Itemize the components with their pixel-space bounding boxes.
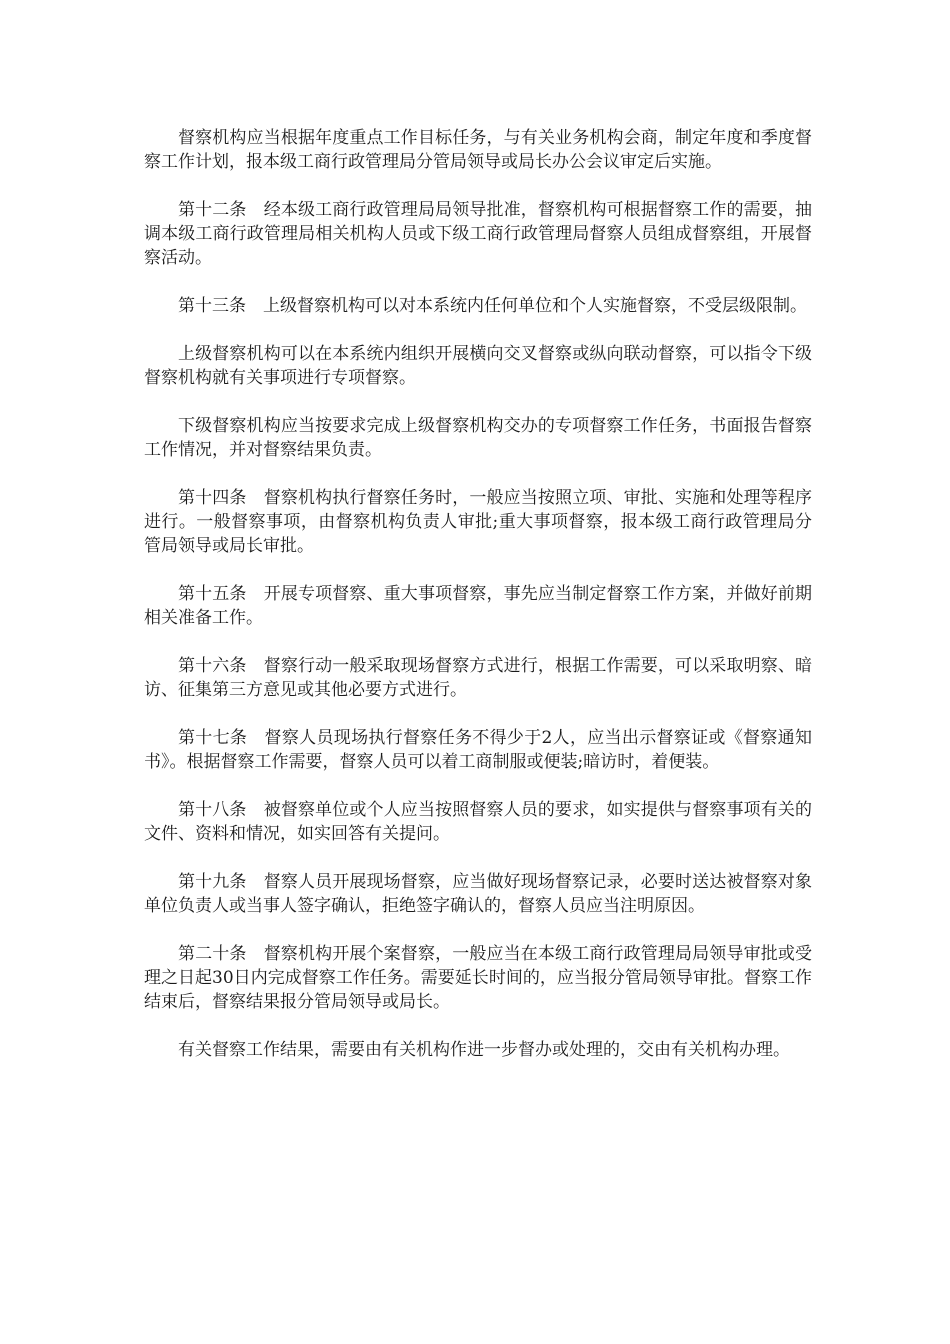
paragraph-article-19: 第十九条 督察人员开展现场督察，应当做好现场督察记录，必要时送达被督察对象单位负责人或当事人签字确认，拒绝签字确认的，督察人员应当注明原因。	[144, 872, 812, 916]
document-body	[144, 126, 812, 1086]
paragraph: 督察机构应当根据年度重点工作目标任务，与有关业务机构会商，制定年度和季度督察工作计划，报本级工商行政管理局分管局领导或局长办公会议审定后实施。	[144, 128, 812, 172]
paragraph: 上级督察机构可以在本系统内组织开展横向交叉督察或纵向联动督察，可以指令下级督察机构就有关事项进行专项督察。	[144, 344, 812, 388]
paragraph: 有关督察工作结果，需要由有关机构作进一步督办或处理的，交由有关机构办理。	[178, 1040, 790, 1060]
paragraph-article-12: 第十二条 经本级工商行政管理局局领导批准，督察机构可根据督察工作的需要，抽调本级工商行政管理局相关机构人员或下级工商行政管理局督察人员组成督察组，开展督察活动。	[144, 200, 812, 268]
paragraph-article-13: 第十三条 上级督察机构可以对本系统内任何单位和个人实施督察，不受层级限制。	[178, 296, 807, 316]
paragraph-article-18: 第十八条 被督察单位或个人应当按照督察人员的要求，如实提供与督察事项有关的文件、资料和情况，如实回答有关提问。	[144, 800, 812, 844]
paragraph-article-14: 第十四条 督察机构执行督察任务时，一般应当按照立项、审批、实施和处理等程序进行。一般督察事项，由督察机构负责人审批;重大事项督察，报本级工商行政管理局分管局领导或局长审批。	[144, 488, 812, 556]
paragraph-article-15: 第十五条 开展专项督察、重大事项督察，事先应当制定督察工作方案，并做好前期相关准备工作。	[144, 584, 812, 628]
paragraph-article-16: 第十六条 督察行动一般采取现场督察方式进行，根据工作需要，可以采取明察、暗访、征集第三方意见或其他必要方式进行。	[144, 656, 812, 700]
paragraph-article-17: 第十七条 督察人员现场执行督察任务不得少于2人，应当出示督察证或《督察通知书》。根据督察工作需要，督察人员可以着工商制服或便装;暗访时，着便装。	[144, 728, 812, 772]
paragraph-article-20: 第二十条 督察机构开展个案督察，一般应当在本级工商行政管理局局领导审批或受理之日起30日内完成督察工作任务。需要延长时间的，应当报分管局领导审批。督察工作结束后，督察结果报分管局领导或局长。	[144, 944, 812, 1012]
paragraph: 下级督察机构应当按要求完成上级督察机构交办的专项督察工作任务，书面报告督察工作情况，并对督察结果负责。	[144, 416, 812, 460]
